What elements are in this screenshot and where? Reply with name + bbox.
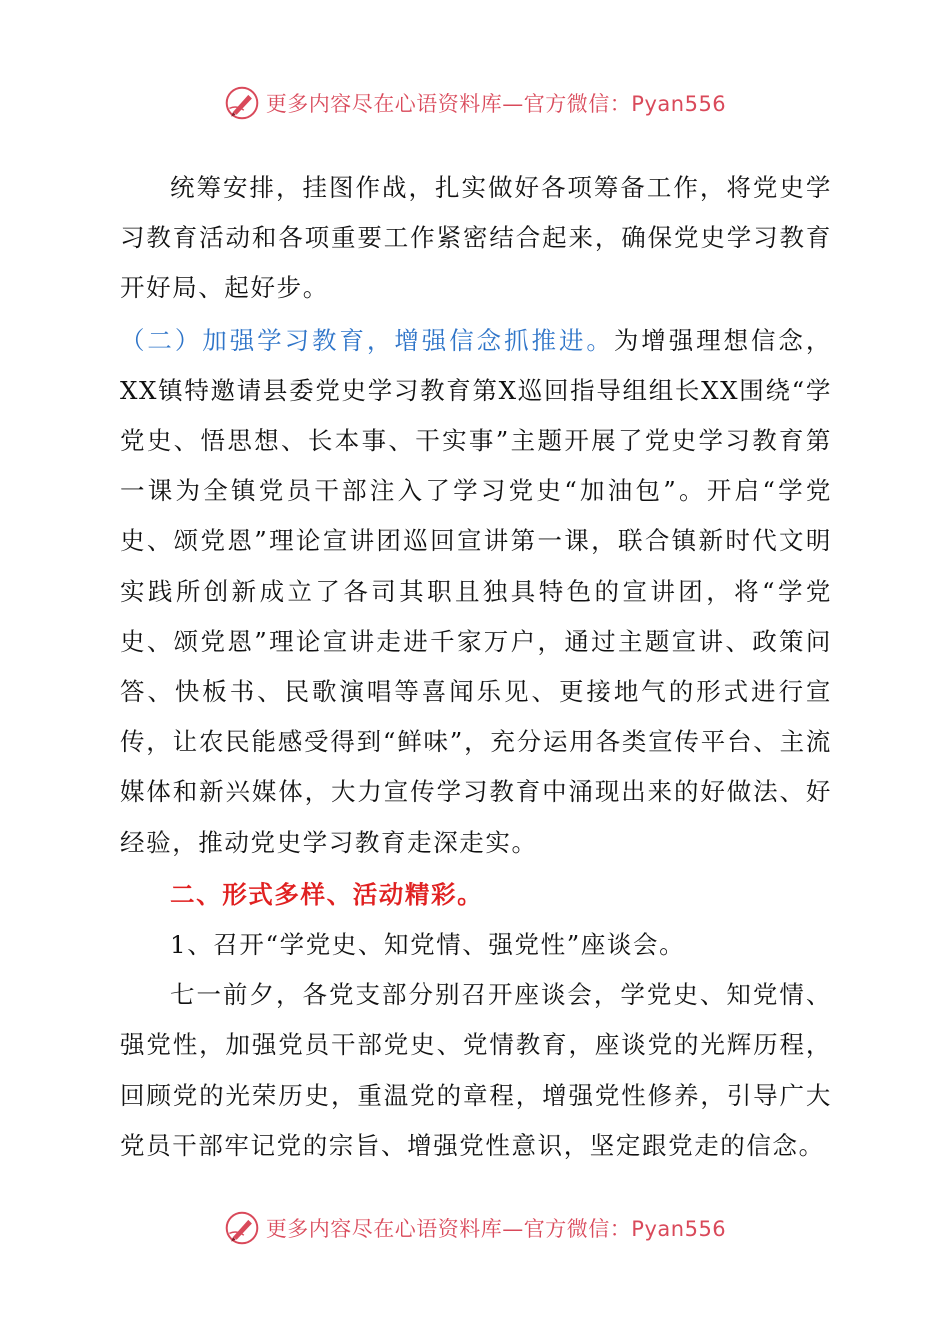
subsection-heading: （二）加强学习教育，增强信念抓推进。 (120, 325, 614, 355)
item-1-title: 1、召开“学党史、知党情、强党性”座谈会。 (170, 930, 686, 960)
watermark-header (0, 83, 950, 123)
pen-logo-icon (224, 1210, 260, 1246)
document-body (120, 163, 832, 1171)
watermark-text: 更多内容尽在心语资料库—官方微信：Pyan556 (265, 1217, 727, 1241)
section-heading: 二、形式多样、活动精彩。 (170, 879, 484, 909)
watermark-footer (0, 1208, 950, 1248)
paragraph-1: 统筹安排，挂图作战，扎实做好各项筹备工作，将党史学习教育活动和各项重要工作紧密结合起来，确保党史学习教育开好局、起好步。 (120, 173, 832, 303)
watermark-text: 更多内容尽在心语资料库—官方微信：Pyan556 (265, 92, 727, 116)
paragraph-2 (120, 316, 832, 868)
pen-logo-icon (224, 85, 260, 121)
paragraph-2-body: 为增强理想信念，XX镇特邀请县委党史学习教育第X巡回指导组组长XX围绕“学党史、悟思想、长本事、干实事”主题开展了党史学习教育第一课为全镇党员干部注入了学习党史“加油包”。开启“学党史、颂党恩”理论宣讲团巡回宣讲第一课，联合镇新时代文明实践所创新成立了各司其职且独具特色的宣讲团，将“学党史、颂党恩”理论宣讲走进千家万户，通过主题宣讲、政策问答、快板书、民歌演唱等喜闻乐见、更接地气的形式进行宣传，让农民能感受得到“鲜味”，充分运用各类宣传平台、主流媒体和新兴媒体，大力宣传学习教育中涌现出来的好做法、好经验，推动党史学习教育走深走实。 (120, 325, 832, 857)
item-1-body: 七一前夕，各党支部分别召开座谈会，学党史、知党情、强党性，加强党员干部党史、党情教育，座谈党的光辉历程，回顾党的光荣历史，重温党的章程，增强党性修养，引导广大党员干部牢记党的宗旨、增强党性意识，坚定跟党走的信念。 (120, 980, 832, 1160)
